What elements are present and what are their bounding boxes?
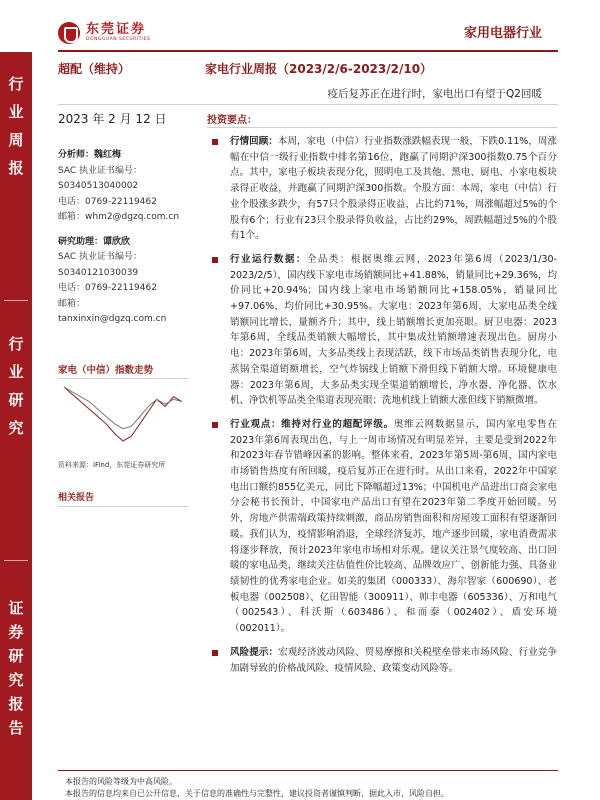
side-char: 业 bbox=[8, 363, 24, 381]
report-title: 家电行业周报（2023/2/6-2023/2/10） bbox=[205, 62, 433, 76]
bullet-text: 奥维云网数据显示，国内家电零售在2023年第6周表现出色，与上一周市场情况有明显差异，主要是受到2022年和2023年春节错峰因素的影响。整体来看，2023年第5周-第6周，国内家电市场销售热度有所回暖，疫后复苏正在进行时。从出口来看，2022年中国家电出口额约855亿美元，同比下降幅超过13%；中国机电产品进出口商会家电分会秘书长预计，中国家电产品出口有望在2023年第二季度开始回暖。另外，房地产供需端政策持续刺激，商品房销售面积和房屋竣工面积有望逐渐回暖。我们认为，疫情影响消退，全球经济复苏，地产逐步回暖，家电消费需求将逐步释放，预计2023年家电市场相对乐观。建议关注景气度较高、出口回暖的家电品类，继续关注估值性价比较高、品牌效应广、创新能力强、具备业绩韧性的优秀家电企业。如美的集团（000333）、海尔智家（600690）、老板电器（002508）、亿田智能（300911）、帅丰电器（605336）、万和电气（002543）、科沃斯（603486）、和而泰（002402）、盾安环境（002011）。 bbox=[230, 418, 557, 635]
assistant-name: 谭欣欣 bbox=[103, 236, 131, 247]
bullet-lead: 行情回顾： bbox=[230, 136, 278, 147]
bullet-industry-data bbox=[212, 252, 557, 409]
analyst-row bbox=[58, 148, 188, 164]
bullet-lead: 行业运行数据： bbox=[230, 253, 307, 265]
assistant-role: 研究助理： bbox=[58, 236, 104, 247]
side-char: 证 bbox=[8, 599, 24, 617]
related-reports-heading: 相关报告 bbox=[58, 493, 95, 503]
side-divider bbox=[4, 300, 28, 301]
side-char: 券 bbox=[8, 623, 24, 641]
side-char: 行 bbox=[8, 75, 24, 93]
index-chart-title: 家电（中信）指数走势 bbox=[58, 365, 154, 376]
side-label-securities-report bbox=[0, 598, 32, 742]
rating-label: 超配（维持） bbox=[58, 62, 131, 76]
bullet-text: 宏观经济波动风险、贸易摩擦和关税壁垒带来市场风险、行业竞争加剧导致的价格战风险、疫情风险、政策变动风险等。 bbox=[230, 646, 557, 674]
report-date: 2023 年 2 月 12 日 bbox=[58, 112, 167, 126]
bullet-text: 全品类：根据奥维云网，2023年第6周（2023/1/30-2023/2/5），国内线下家电市场销额同比+41.88%，销量同比+29.36%，均价同比+20.94%；国内线上家电市场销额同比+158.05%，销量同比+97.06%，均价同比+30.95%。大家电：2023年第6周，大家电品类全线销额同比增长，量额齐升；其中，线上销额增长更加亮眼。厨卫电器：2023年第6周，全线品类销额大幅增长，其中集成灶销额增速表现出色。厨房小电：2023年第6周，大多品类线上表现活跃，线下市场品类销售表现分化，电蒸锅全渠道销额增长，空气炸锅线上销额下滑但线下销额大增。环境健康电器：2023年第6周，大多品类实现全渠道销额增长，净水器、净化器、饮水机、净饮机等品类全渠道表现亮眼；洗地机线上销额大涨但线下销额微增。 bbox=[230, 253, 557, 407]
side-divider bbox=[4, 560, 28, 561]
assistant-cert-number: S0340121030039 bbox=[58, 267, 139, 278]
logo-text-en: DONGGUAN SECURITIES bbox=[86, 37, 151, 42]
bullet-square-icon bbox=[212, 422, 218, 428]
side-char: 研 bbox=[8, 647, 24, 665]
analyst-name: 魏红梅 bbox=[94, 150, 122, 160]
related-divider bbox=[58, 506, 188, 507]
side-char: 研 bbox=[8, 391, 24, 409]
bullet-lead: 风险提示： bbox=[230, 646, 279, 658]
analyst-email[interactable]: 邮箱：whm2@dgzq.com.cn bbox=[58, 212, 180, 222]
side-char: 报 bbox=[8, 159, 24, 177]
bullet-text: 本周，家电（中信）行业指数涨跌幅表现一般，下跌0.11%，周涨幅在中信一级行业指数中排名第16位，跑赢了同期沪深300指数0.75个百分点。其中，家电子板块表现分化，照明电工及其他、黑电、厨电、小家电板块录得正收益，并跑赢了同期沪深300指数。个股方面：本周，家电（中信）行业个股涨多跌少，有57只个股录得正收益，占比约71%，周涨幅超过5%的个股有6个；行业有23只个股录得负收益，占比约29%，周跌幅超过5%的个股有1个。 bbox=[230, 136, 557, 242]
side-label-industry-research bbox=[0, 334, 32, 446]
analyst-cert-label: SAC 执业证书编号： bbox=[58, 165, 143, 176]
assistant-email[interactable]: tanxinxin@dgzq.com.cn bbox=[58, 314, 167, 324]
footer-risk-level: 本报告的风险等级为中高风险。 bbox=[65, 777, 177, 786]
analyst-cert-number: S0340513040002 bbox=[58, 181, 139, 191]
assistant-email-label: 邮箱： bbox=[58, 298, 86, 309]
bullet-square-icon bbox=[212, 650, 218, 656]
bullet-square-icon bbox=[212, 257, 218, 263]
chart-series-line-1 bbox=[64, 387, 182, 429]
industry-label: 家用电器行业 bbox=[463, 26, 542, 41]
report-subtitle: 疫后复苏正在进行时，家电出口有望于Q2回暖 bbox=[327, 88, 542, 100]
company-logo bbox=[58, 20, 208, 46]
chart-source: 资料来源：iFind，东莞证券研究所 bbox=[58, 461, 166, 469]
chart-series-line-0 bbox=[64, 387, 182, 441]
assistant-cert-label: SAC 执业证书编号： bbox=[58, 252, 143, 262]
footer-divider bbox=[58, 770, 558, 771]
side-char: 究 bbox=[8, 419, 24, 437]
header-divider bbox=[58, 50, 558, 52]
side-char: 报 bbox=[8, 695, 24, 713]
bullet-lead: 行业观点：维持对行业的超配评级。 bbox=[230, 418, 394, 430]
side-bar bbox=[0, 52, 32, 800]
footer-disclaimer bbox=[65, 776, 449, 800]
logo-emblem-icon bbox=[58, 22, 80, 44]
bullet-square-icon bbox=[212, 139, 218, 145]
assistant-row bbox=[58, 235, 188, 251]
side-char: 告 bbox=[8, 719, 24, 737]
index-chart-svg bbox=[58, 379, 188, 451]
side-char: 业 bbox=[8, 103, 24, 121]
investment-divider bbox=[207, 127, 557, 128]
side-char: 周 bbox=[8, 131, 24, 149]
logo-text-cn: 东莞证券 bbox=[86, 22, 147, 37]
bullet-industry-view bbox=[212, 417, 557, 637]
analyst-phone: 电话：0769-22119462 bbox=[58, 196, 157, 207]
author-info bbox=[58, 148, 188, 328]
title-divider bbox=[58, 104, 558, 105]
analyst-role: 分析师： bbox=[58, 150, 95, 160]
bullet-market-review bbox=[212, 134, 557, 244]
assistant-phone: 电话：0769-22119462 bbox=[58, 283, 157, 293]
investment-heading: 投资要点： bbox=[207, 115, 257, 126]
investment-points bbox=[212, 134, 557, 684]
side-char: 行 bbox=[8, 335, 24, 353]
index-chart bbox=[58, 378, 188, 450]
footer-notice: 本报告的信息均来自已公开信息，关于信息的准确性与完整性，建议投资者谨慎判断，据此入市，风险自担。 bbox=[65, 789, 449, 798]
side-char: 究 bbox=[8, 671, 24, 689]
side-label-weekly bbox=[0, 74, 32, 186]
bullet-risk bbox=[212, 645, 557, 676]
